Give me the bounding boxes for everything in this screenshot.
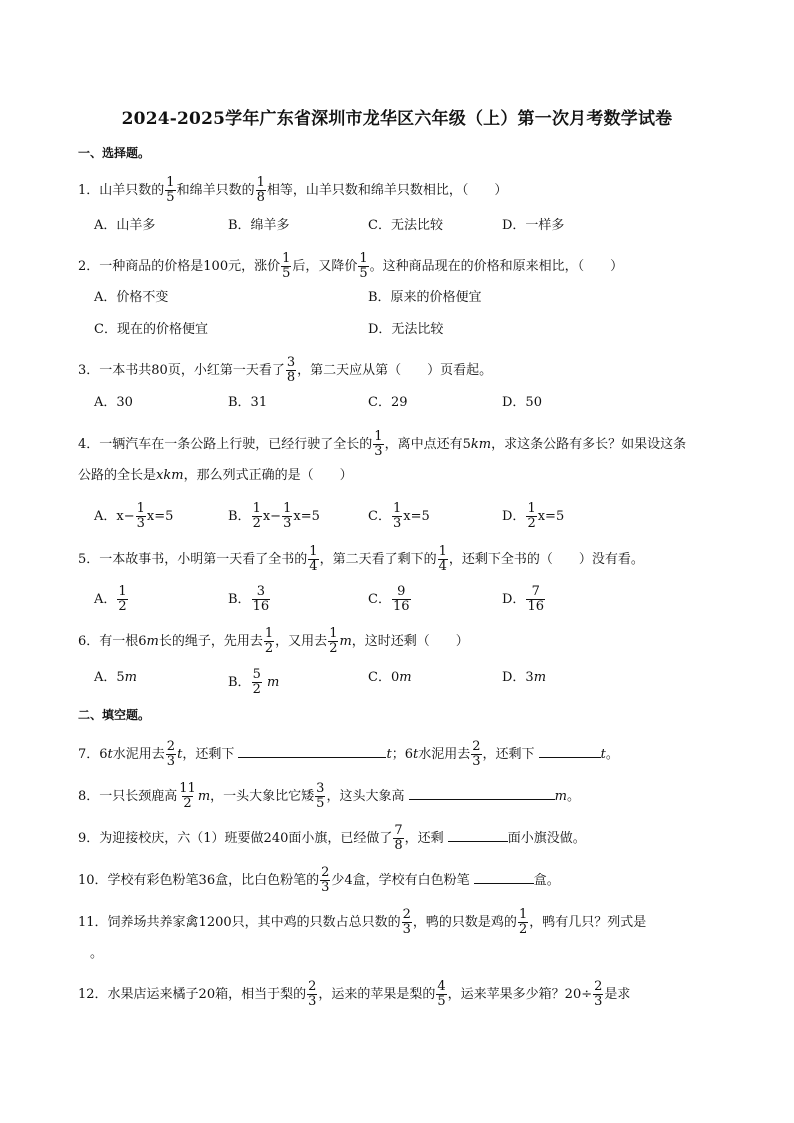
q4-unit: km [470,437,492,452]
q4-text: 公路的全长是 [78,468,157,483]
q2-option-c[interactable]: C．现在的价格便宜 [94,322,208,337]
section-choice-heading: 一、选择题。 [78,146,151,160]
fraction: $\frac{1}{5}$ [282,251,291,281]
fraction: $\frac{1}{2}$ [252,501,261,531]
q4-variable: xkm [156,468,184,483]
fraction: $\frac{11}{2}$ [179,781,196,811]
q2-option-b[interactable]: B．原来的价格便宜 [368,290,482,305]
q7-blank-1[interactable] [238,743,386,758]
q2-text: 后，又降价 [292,259,358,274]
exam-title: 2024-2025学年广东省深圳市龙华区六年级（上）第一次月考数学试卷 [121,109,673,129]
fraction: $\frac{1}{2}$ [118,584,127,614]
question-8: 8．一只长颈鹿高 $\frac{11}{2}$ m，一头大象比它矮 $\frac{3}{5}$ ，这头大象高 m。 [78,781,580,811]
q6-option-d[interactable]: D．3m [502,670,547,685]
q4-text: ，那么列式正确的是（ ） [183,468,353,483]
q3-option-b[interactable]: B．31 [228,395,268,410]
q4-text: 4．一辆汽车在一条公路上行驶，已经行驶了全长的 [78,437,373,452]
question-6 [78,626,742,656]
q3-option-c[interactable]: C．29 [368,395,408,410]
question-9: 9．为迎接校庆，六（1）班要做240面小旗，已经做了 $\frac{7}{8}$ ，还剩 面小旗没做。 [78,823,586,853]
fraction: $\frac{1}{3}$ [136,501,145,531]
fraction: $\frac{2}{3}$ [166,739,176,769]
q4-option-a[interactable]: A．x− $\frac{1}{3}$ x=5 [94,501,174,531]
q1-option-a[interactable]: A．山羊多 [94,218,156,233]
fraction: $\frac{1}{5}$ [166,175,175,205]
question-5 [78,544,742,574]
fraction: $\frac{1}{4}$ [309,544,318,574]
q3-option-d[interactable]: D．50 [502,395,542,410]
fraction: $\frac{1}{4}$ [438,544,447,574]
q1-text: 和绵羊只数的 [176,183,255,198]
fraction: $\frac{1}{3}$ [392,501,402,531]
fraction: $\frac{4}{5}$ [437,979,446,1009]
fraction: $\frac{1}{2}$ [329,626,338,656]
q2-option-d[interactable]: D．无法比较 [368,322,444,337]
q6-option-a[interactable]: A．5m [94,670,137,685]
fraction: $\frac{1}{2}$ [518,907,528,937]
q10-blank[interactable] [474,869,534,884]
question-11-line2: 。 [90,946,104,961]
q1-option-d[interactable]: D．一样多 [502,218,565,233]
fraction: $\frac{2}{3}$ [594,979,603,1009]
fraction: $\frac{7}{16}$ [527,584,544,614]
fraction: $\frac{7}{8}$ [394,823,403,853]
q9-blank[interactable] [448,827,508,842]
q1-option-c[interactable]: C．无法比较 [368,218,443,233]
q4-text: ，离中点还有5 [384,437,471,452]
fraction: $\frac{9}{16}$ [392,584,410,614]
q3-option-a[interactable]: A．30 [94,395,133,410]
question-2 [78,251,742,281]
q5-option-c[interactable]: C． $\frac{9}{16}$ [368,584,410,614]
question-1 [78,175,742,205]
q1-text: 相等，山羊只数和绵羊只数相比，（ ） [266,183,508,198]
q2-option-a[interactable]: A．价格不变 [94,290,169,305]
fraction: $\frac{1}{2}$ [264,626,274,656]
fraction: $\frac{3}{8}$ [286,355,296,385]
q1-option-b[interactable]: B．绵羊多 [228,218,290,233]
q5-option-b[interactable]: B． $\frac{3}{16}$ [228,584,270,614]
fraction: $\frac{2}{3}$ [308,979,317,1009]
q5-text: 5．一本故事书，小明第一天看了全书的 [78,552,308,567]
q6-option-b[interactable]: B． $\frac{5}{2}$ m [228,667,280,697]
fraction: $\frac{3}{5}$ [316,781,325,811]
q6-text: ，又用去 [275,634,328,649]
section-fill-heading: 二、填空题。 [78,708,151,722]
fraction: $\frac{2}{3}$ [321,865,330,895]
question-11: 11．饲养场共养家禽1200只，其中鸡的只数占总只数的 $\frac{2}{3}$ ，鸭的只数是鸡的 $\frac{1}{2}$ ，鸭有几只？列式是 [78,907,647,937]
q2-text: 2．一种商品的价格是100元，涨价 [78,259,281,274]
question-4 [78,429,742,459]
q2-text: 。这种商品现在的价格和原来相比，（ ） [369,259,624,274]
fraction: $\frac{1}{3}$ [374,429,383,459]
question-4-line2 [78,466,742,490]
q6-text: 长的绳子，先用去 [158,634,263,649]
q3-text: 3．一本书共80页，小红第一天看了 [78,363,285,378]
question-12: 12．水果店运来橘子20箱，相当于梨的 $\frac{2}{3}$ ，运来的苹果是梨的 $\frac{4}{5}$ ，运来苹果多少箱？20÷ $\frac{2}{3}$ 是求 [78,979,631,1009]
q4-option-c[interactable]: C． $\frac{1}{3}$ x=5 [368,501,430,531]
question-7: 7．6t水泥用去 $\frac{2}{3}$ t，还剩下 t；6t水泥用去 $\frac{2}{3}$ ，还剩下 t。 [78,739,619,769]
q8-blank[interactable] [409,785,555,800]
q5-option-d[interactable]: D． $\frac{7}{16}$ [502,584,544,614]
q4-option-b[interactable]: B． $\frac{1}{2}$ x− $\frac{1}{3}$ x=5 [228,501,320,531]
q6-text: ，这时还剩（ ） [351,634,469,649]
fraction: $\frac{5}{2}$ [252,667,261,697]
fraction: $\frac{1}{2}$ [527,501,536,531]
q7-blank-2[interactable] [539,743,601,758]
q4-text: ，求这条公路有多长？如果设这条 [491,437,687,452]
fraction: $\frac{1}{5}$ [359,251,368,281]
q4-option-d[interactable]: D． $\frac{1}{2}$ x=5 [502,501,565,531]
fraction: $\frac{2}{3}$ [472,739,481,769]
fraction: $\frac{1}{8}$ [256,175,265,205]
fraction: $\frac{1}{3}$ [283,501,292,531]
question-10: 10．学校有彩色粉笔36盒，比白色粉笔的 $\frac{2}{3}$ 少4盒，学校有白色粉笔 盒。 [78,865,560,895]
q6-text: 6．有一根6 [78,634,147,649]
q5-text: ，第二天看了剩下的 [319,552,437,567]
q3-text: ，第二天应从第（ ）页看起。 [297,363,493,378]
q5-option-a[interactable]: A． $\frac{1}{2}$ [94,584,127,614]
q6-option-c[interactable]: C．0m [368,670,412,685]
fraction: $\frac{2}{3}$ [402,907,411,937]
q6-unit: m [146,634,159,649]
fraction: $\frac{3}{16}$ [252,584,270,614]
q6-unit: m [339,634,352,649]
q5-text: ，还剩下全书的（ ）没有看。 [448,552,644,567]
question-3 [78,355,742,385]
q1-text: 1．山羊只数的 [78,183,165,198]
